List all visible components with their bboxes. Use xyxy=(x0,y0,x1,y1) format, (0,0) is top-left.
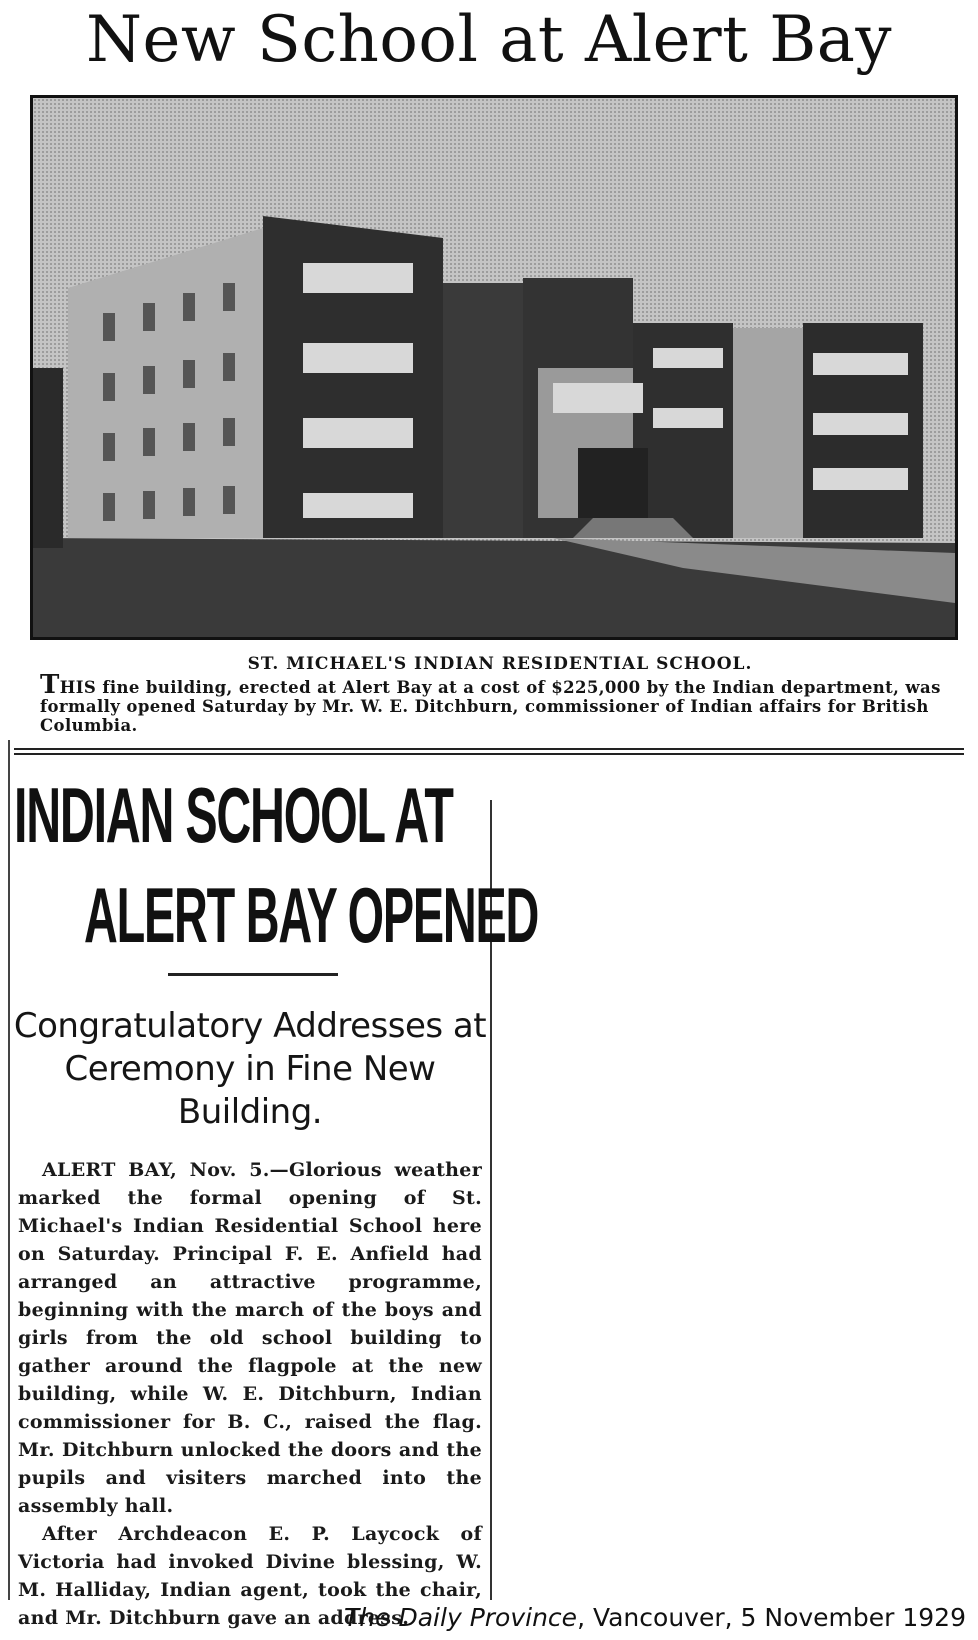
caption-text: HIS fine building, erected at Alert Bay at a cost of $225,000 by the Indian department, was formally opened Saturday by Mr. W. E. Ditchburn, commissioner of Indian affairs for British Columbia. xyxy=(40,678,941,735)
publication-name: The Daily Province xyxy=(344,1603,578,1632)
school-building-photo xyxy=(30,95,958,640)
headline-line-1: INDIAN SCHOOL AT xyxy=(14,771,453,859)
column-rule-left xyxy=(8,740,10,1600)
article-paragraph: ALERT BAY, Nov. 5.—Glorious weather marked the formal opening of St. Michael's Indian Residential School here on Saturday. Principal F. E. Anfield had arranged an attractive programme, beginning with the march of the boys and girls from the old school building to gather around the flagpole at the new building, while W. E. Ditchburn, Indian commissioner for B. C., raised the flag. Mr. Ditchburn unlocked the doors and the pupils and visiters marched into the assembly hall. xyxy=(18,1159,482,1517)
article-body xyxy=(18,1156,482,1632)
credit-details: , Vancouver, 5 November 1929 xyxy=(577,1603,966,1632)
article-subhead: Congratulatory Addresses at Ceremony in Fine New Building. xyxy=(13,1006,487,1132)
clipping-title: New School at Alert Bay xyxy=(85,3,893,77)
section-divider xyxy=(14,748,964,755)
photo-caption-title: ST. MICHAEL'S INDIAN RESIDENTIAL SCHOOL. xyxy=(247,654,753,674)
headline-line-2: ALERT BAY OPENED xyxy=(84,871,539,959)
photo-caption xyxy=(40,670,965,735)
source-credit xyxy=(344,1603,966,1632)
article-paragraph: After Archdeacon E. P. Laycock of Victoria had invoked Divine blessing, W. M. Halliday, Indian agent, took the chair, and Mr. Ditchburn gave an address. xyxy=(18,1523,482,1629)
headline-divider xyxy=(168,973,338,976)
caption-dropcap: T xyxy=(40,670,60,700)
